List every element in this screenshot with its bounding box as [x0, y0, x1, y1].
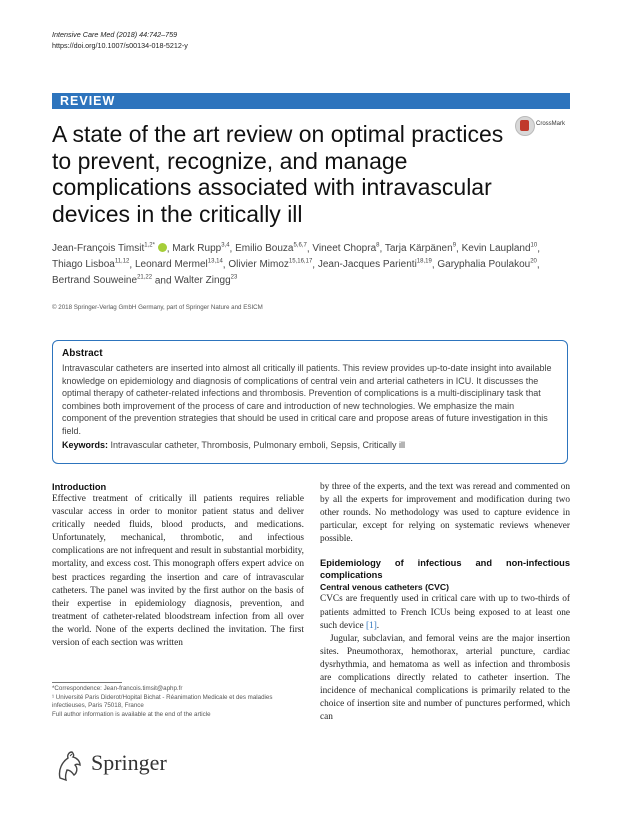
author-affiliation-marker: 1,2* — [144, 243, 155, 249]
author-affiliation-marker: 5,6,7 — [293, 243, 307, 249]
section-heading-introduction: Introduction — [52, 482, 107, 492]
author-affiliation-marker: 23 — [230, 274, 238, 281]
author-affiliation-marker: 18,19 — [416, 258, 432, 265]
abstract-heading: Abstract — [62, 348, 103, 359]
author-affiliation-marker: 8 — [376, 243, 380, 249]
citation-link-1[interactable]: [1] — [365, 620, 377, 631]
body-column-right — [320, 481, 570, 724]
author-entry — [437, 259, 537, 270]
article-type-banner — [52, 93, 570, 109]
journal-citation: Intensive Care Med (2018) 44:742–759 — [52, 30, 178, 39]
intro-paragraph-continued: by three of the experts, and the text was reread and commented on by all the experts for improvement and modification during two other rounds. No methodology was used to capture evidence in particular, except for relying on systematic reviews whenever possible. — [320, 482, 570, 545]
correspondence-note[interactable]: *Correspondence: Jean-francois.timsit@aphp.fr — [52, 685, 183, 692]
author-name[interactable]: Leonard Mermel — [134, 259, 208, 271]
author-entry — [172, 243, 229, 254]
crossmark-badge[interactable] — [515, 116, 577, 136]
author-entry — [385, 243, 456, 254]
keywords-label: Keywords: — [62, 440, 109, 450]
springer-horse-icon — [52, 748, 88, 784]
footnotes — [52, 685, 302, 719]
journal-header — [52, 30, 188, 51]
author-name[interactable]: Mark Rupp — [172, 243, 222, 255]
author-entry — [235, 243, 307, 254]
author-affiliation-marker: 20 — [530, 258, 537, 265]
author-name[interactable]: Thiago Lisboa — [52, 259, 115, 271]
body-column-left — [52, 481, 304, 650]
author-affiliation-marker: 9 — [452, 243, 457, 249]
author-name[interactable]: Kevin Laupland — [461, 243, 531, 255]
author-entry — [52, 275, 152, 286]
author-entry — [312, 243, 379, 254]
cvc-paragraph-1 — [320, 593, 570, 632]
author-entry — [462, 243, 538, 254]
affiliation-note: ¹ Université Paris Diderot/Hopital Bichat - Réanimation Medicale et des maladies infectieuses, Paris 75018, France — [52, 693, 273, 710]
orcid-icon[interactable] — [158, 243, 167, 252]
author-name[interactable]: Olivier Mimoz — [228, 259, 289, 271]
author-affiliation-marker: 15,16,17 — [288, 258, 313, 265]
author-affiliation-marker: 10 — [530, 243, 538, 249]
author-entry — [52, 259, 129, 270]
abstract-box — [52, 340, 568, 464]
author-entry — [135, 259, 223, 270]
keywords-line — [62, 439, 558, 452]
author-name[interactable]: Tarja Kärpänen — [384, 243, 453, 255]
author-name[interactable]: Jean-Jacques Parienti — [317, 259, 417, 271]
author-name[interactable]: Walter Zingg — [174, 274, 231, 286]
doi-link[interactable]: https://doi.org/10.1007/s00134-018-5212-y — [52, 40, 188, 50]
cvc-paragraph-1-end: . — [376, 620, 380, 631]
article-type-label: REVIEW — [60, 94, 116, 108]
section-heading-epidemiology: Epidemiology of infectious and non-infectious complications — [320, 558, 570, 581]
footnote-divider — [52, 682, 122, 683]
intro-paragraph: Effective treatment of critically ill patients requires reliable vascular access in order to monitor patient status and deliver critically needed fluids, blood products, and medications. Unfortunately, mechanical, thrombotic, and infectious complications are not infrequent and result in substantial morbidity, mortality, and excess cost. This monograph offers expert advice on best practices regarding the insertion and care of intravascular catheters. The panel was invited by the first author on the basis of their expertise in epidemiology diagnosis, prevention, and treatment of catheter-related bloodstream infection from all over the world. None of the experts declined the invitation. The first version of each section was written — [52, 494, 304, 649]
publisher-name: Springer — [91, 750, 167, 775]
author-name[interactable]: Jean-François Timsit — [52, 243, 145, 255]
author-affiliation-marker: 21,22 — [137, 274, 153, 281]
author-name[interactable]: Garyphalia Poulakou — [437, 259, 531, 271]
copyright-line: © 2018 Springer-Verlag GmbH Germany, part of Springer Nature and ESICM — [52, 304, 263, 311]
author-name[interactable]: Vineet Chopra — [312, 243, 377, 255]
cvc-paragraph-2: Jugular, subclavian, and femoral veins are the major insertion sites. Pneumothorax, hemothorax, arterial puncture, cardiac dysrhythmia, and hematoma as well as infection and thrombosis are complications directly related to catheter insertion. The incidence of mechanical complications is primarily related to the choice of insertion site and number of punctures performed, which can — [320, 633, 570, 723]
cvc-paragraph-1-text: CVCs are frequently used in critical care with up to two-thirds of patients admitted to French ICUs being exposed to at least one such device — [320, 594, 570, 631]
keywords-text: Intravascular catheter, Thrombosis, Pulmonary emboli, Sepsis, Critically ill — [110, 440, 405, 450]
subsection-heading-cvc: Central venous catheters (CVC) — [320, 582, 449, 593]
author-name[interactable]: Bertrand Souweine — [52, 274, 138, 286]
author-name[interactable]: Emilio Bouza — [235, 243, 294, 255]
author-list: Jean-François Timsit$^{1,2*}$ , Mark Rupp$^{3,4}$, Emilio Bouza$^{5,6,7}$, Vineet Chopra$^8$, Tarja Kärpänen$^9$, Kevin Laupland$^{10}$, Thiago Lisboa$^{11,12}$, Leonard Mermel$^{13,14}$, Olivier Mimoz$^{15,16,17}$, Jean-Jacques Parienti$^{18,19}$, Garyphalia Poulakou$^{20}$, Bertrand Souweine$^{21,22}$ and Walter Zingg$^{23}$ — [52, 243, 541, 286]
author-affiliation-marker: 11,12 — [114, 258, 130, 265]
crossmark-label: CrossMark — [536, 121, 566, 127]
author-entry — [174, 275, 237, 286]
abstract-text: Intravascular catheters are inserted into almost all critically ill patients. This review provides up-to-date insight into available knowledge on epidemiology and diagnosis of complications of central vein and arterial catheters in ICU. It discusses the optimal therapy of catheter-related infections and thrombosis. Prevention of complications is a multi-disciplinary task that combines both improvement of the process of care and introduction of new technologies. We emphasize the main component of the prevention strategies that should be used in critical care and propose areas of future investigation in this field. — [62, 363, 552, 436]
author-entry — [228, 259, 312, 270]
author-affiliation-marker: 3,4 — [221, 243, 230, 249]
article-title: A state of the art review on optimal practices to prevent, recognize, and manage complications associated with intravascular devices in the critically ill — [52, 121, 504, 227]
author-info-note: Full author information is available at the end of the article — [52, 710, 211, 718]
author-entry — [52, 243, 167, 254]
author-entry — [318, 259, 432, 270]
author-affiliation-marker: 13,14 — [207, 258, 223, 265]
